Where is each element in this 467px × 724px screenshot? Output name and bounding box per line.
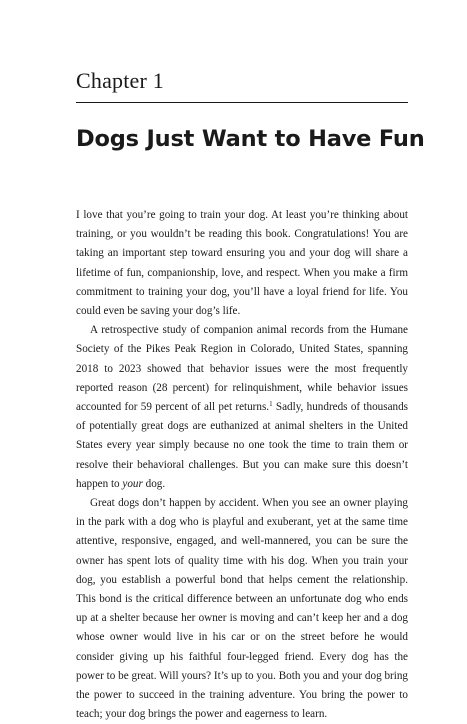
chapter-title: Dogs Just Want to Have Fun xyxy=(76,126,425,152)
body-text xyxy=(76,206,408,724)
paragraph-1: I love that you’re going to train your dog. At least you’re thinking about training, or you wouldn’t be reading this book. Congratulations! You are taking an important step toward ensuring you and your dog will share a lifetime of fun, companionship, love, and respect. When you make a firm commitment to training your dog, you’ll have a loyal friend for life. You could even be saving your dog’s life. xyxy=(76,209,408,318)
chapter-rule xyxy=(76,102,408,103)
paragraph-2-end: dog. xyxy=(142,477,166,490)
footnote-reference: 1 xyxy=(269,400,273,409)
emphasized-word: your xyxy=(122,477,143,490)
paragraph-2-continued: Sadly, hundreds of thousands of potentially great dogs are euthanized at animal shelters in the United States every year simply because no one took the time to train them or resolve their behavioral challenges. But you can make sure this doesn’t happen to xyxy=(76,401,408,490)
paragraph-2 xyxy=(76,321,408,494)
chapter-label: Chapter 1 xyxy=(76,68,164,93)
paragraph-3: Great dogs don’t happen by accident. When you see an owner playing in the park with a dog who is playful and exuberant, yet at the same time attentive, responsive, engaged, and well-mannered, you can be sure the owner has spent lots of quality time with his dog. When you train your dog, you establish a powerful bond that helps cement the relationship. This bond is the critical difference between an unfortunate dog who ends up at a shelter because her owner is moving and can’t keep her and a dog whose owner would live in his car or on the street before he would consider giving up his faithful four-legged friend. Every dog has the power to be great. Will yours? It’s up to you. Both you and your dog bring the power to succeed in the training adventure. You bring the power to teach; your dog brings the power and eagerness to learn. xyxy=(76,497,408,721)
paragraph-2-text: A retrospective study of companion animal records from the Humane Society of the Pikes Peak Region in Colorado, United States, spanning 2018 to 2023 showed that behavior issues were the most frequently reported reason (28 percent) for relinquishment, while behavior issues accounted for 59 percent of all pet returns. xyxy=(76,324,408,414)
